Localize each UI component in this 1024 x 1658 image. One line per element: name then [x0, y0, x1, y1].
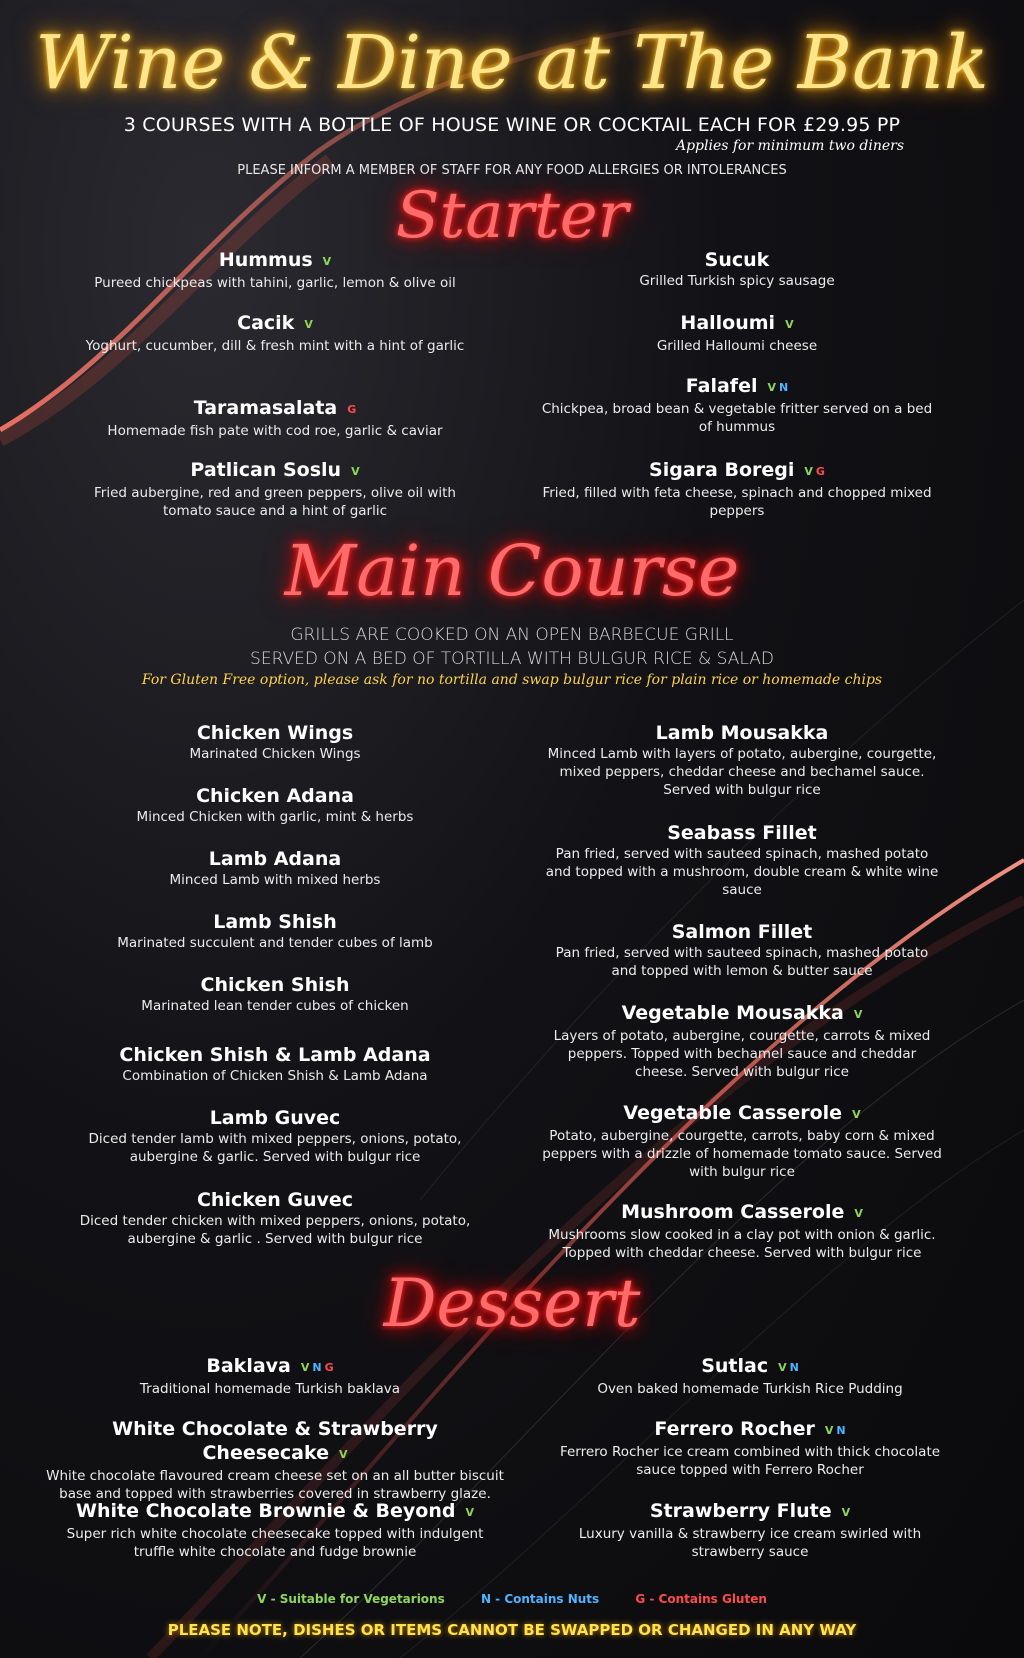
- menu-title: Wine & Dine at The Bank: [35, 20, 989, 106]
- menu-item-description: Pan fried, served with sauteed spinach, mashed potato and topped with lemon & butter sauce: [555, 945, 929, 979]
- menu-item-description: Pureed chickpeas with tahini, garlic, lemon & olive oil: [94, 275, 456, 291]
- menu-item-name: [75, 396, 475, 422]
- dietary-tags: [351, 465, 360, 478]
- menu-item-title: Halloumi: [680, 312, 776, 334]
- dietary-tag-n: N: [836, 1424, 846, 1437]
- menu-item-cacik: [75, 311, 475, 355]
- menu-item-description: Grilled Halloumi cheese: [656, 338, 818, 354]
- menu-item-white-chocolate-strawberry-cheesecake: [45, 1417, 505, 1503]
- menu-item-name: [537, 374, 937, 400]
- menu-item-title: Mushroom Casserole: [621, 1201, 845, 1223]
- menu-item-description: Ferrero Rocher ice cream combined with thick chocolate sauce topped with Ferrero Rocher: [559, 1444, 941, 1478]
- dietary-tag-v: V: [852, 1108, 861, 1121]
- menu-item-name: [542, 920, 942, 944]
- menu-item-name: [75, 248, 475, 274]
- dietary-tags: [852, 1108, 861, 1121]
- menu-item-title: Cacik: [237, 312, 295, 334]
- minimum-diners-note: Applies for minimum two diners: [675, 138, 905, 154]
- dietary-tag-v: V: [351, 465, 360, 478]
- menu-item-title: Vegetable Casserole: [623, 1102, 843, 1124]
- serving-info-line: SERVED ON A BED OF TORTILLA WITH BULGUR RICE & SALAD: [250, 649, 774, 669]
- dietary-tag-v: V: [854, 1207, 863, 1220]
- menu-item-name: [70, 1354, 470, 1380]
- menu-item-ferrero-rocher: [550, 1417, 950, 1479]
- menu-item-chicken-shish-lamb-adana: [75, 1043, 475, 1085]
- menu-item-name: [537, 458, 937, 484]
- menu-item-name: [75, 458, 475, 484]
- menu-item-title: Falafel: [685, 375, 758, 397]
- dietary-tag-g: G: [324, 1361, 334, 1374]
- dietary-tag-n: N: [778, 381, 789, 394]
- menu-item-name: [45, 1499, 505, 1525]
- dietary-tags: [301, 1361, 334, 1374]
- menu-item-description: Diced tender chicken with mixed peppers, onions, potato, aubergine & garlic . Served with bulgur rice: [79, 1213, 471, 1247]
- menu-item-description: White chocolate flavoured cream cheese set on an all butter biscuit base and topped with strawberries covered in strawberry glaze.: [46, 1468, 504, 1502]
- menu-item-name: [550, 1417, 950, 1443]
- dietary-tags: [323, 255, 332, 268]
- dietary-tags: [339, 1448, 348, 1461]
- menu-item-description: Layers of potato, aubergine, courgette, carrots & mixed peppers. Topped with bechamel sauce and cheddar cheese. Served with bulgur rice: [553, 1028, 931, 1080]
- menu-item-title: Lamb Shish: [213, 911, 337, 933]
- menu-item-description: Diced tender lamb with mixed peppers, onions, potato, aubergine & garlic. Served with bulgur rice: [88, 1131, 462, 1165]
- menu-item-lamb-adana: [75, 847, 475, 889]
- menu-item-vegetable-casserole: [542, 1101, 942, 1181]
- allergy-notice: PLEASE INFORM A MEMBER OF STAFF FOR ANY FOOD ALLERGIES OR INTOLERANCES: [237, 163, 787, 178]
- dietary-tag-v: V: [804, 465, 813, 478]
- menu-item-name: [550, 1354, 950, 1380]
- offer-subtitle: 3 COURSES WITH A BOTTLE OF HOUSE WINE OR COCKTAIL EACH FOR £29.95 PP: [123, 114, 901, 136]
- dietary-tag-v: V: [778, 1361, 787, 1374]
- menu-item-vegetable-mousakka: [542, 1001, 942, 1081]
- menu-item-description: Fried aubergine, red and green peppers, olive oil with tomato sauce and a hint of garlic: [94, 485, 456, 519]
- menu-item-title: Sucuk: [704, 249, 770, 271]
- menu-item-description: Luxury vanilla & strawberry ice cream swirled with strawberry sauce: [578, 1526, 922, 1560]
- menu-item-description: Grilled Turkish spicy sausage: [639, 273, 835, 289]
- menu-item-chicken-adana: [75, 784, 475, 826]
- menu-item-name: [537, 248, 937, 272]
- dessert-heading: Dessert: [383, 1265, 641, 1342]
- menu-item-description: Traditional homemade Turkish baklava: [139, 1381, 401, 1397]
- menu-item-title: Chicken Guvec: [196, 1189, 354, 1211]
- menu-item-title: Chicken Shish: [200, 974, 350, 996]
- menu-item-name: [45, 1417, 505, 1467]
- dietary-tags: [778, 1361, 799, 1374]
- menu-item-name: [75, 784, 475, 808]
- menu-item-hummus: [75, 248, 475, 292]
- menu-item-name: [75, 1188, 475, 1212]
- menu-item-description: Homemade fish pate with cod roe, garlic & caviar: [107, 423, 443, 439]
- menu-item-name: [75, 311, 475, 337]
- menu-item-white-chocolate-brownie-beyond: [45, 1499, 505, 1561]
- menu-item-chicken-shish: [75, 973, 475, 1015]
- menu-item-baklava: [70, 1354, 470, 1398]
- menu-item-name: [75, 1043, 475, 1067]
- starter-heading: Starter: [395, 179, 629, 253]
- menu-item-lamb-shish: [75, 910, 475, 952]
- dietary-tags: [304, 318, 313, 331]
- menu-item-title: Patlican Soslu: [190, 459, 342, 481]
- dietary-tag-g: G: [815, 465, 825, 478]
- dietary-tags: [854, 1207, 863, 1220]
- dietary-tag-v: V: [465, 1506, 474, 1519]
- dietary-legend: [0, 1592, 1024, 1606]
- menu-item-patlican-soslu: [75, 458, 475, 520]
- menu-item-name: [542, 821, 942, 845]
- menu-item-name: [75, 910, 475, 934]
- dietary-tag-v: V: [785, 318, 794, 331]
- main-course-heading: Main Course: [284, 530, 740, 612]
- no-swap-notice: PLEASE NOTE, DISHES OR ITEMS CANNOT BE SWAPPED OR CHANGED IN ANY WAY: [167, 1621, 857, 1639]
- menu-item-sucuk: [537, 248, 937, 290]
- dietary-tag-v: V: [300, 1361, 310, 1374]
- menu-item-salmon-fillet: [542, 920, 942, 980]
- menu-item-title: Salmon Fillet: [671, 921, 813, 943]
- dietary-tag-v: V: [304, 318, 313, 331]
- menu-item-title: Vegetable Mousakka: [621, 1002, 844, 1024]
- menu-item-description: Oven baked homemade Turkish Rice Pudding: [597, 1381, 903, 1397]
- legend-vegetarian: V - Suitable for Vegetarions: [257, 1592, 445, 1606]
- menu-item-title: Hummus: [218, 249, 313, 271]
- menu-item-description: Minced Lamb with mixed herbs: [169, 872, 381, 888]
- menu-item-name: [542, 1101, 942, 1127]
- legend-gluten: G - Contains Gluten: [635, 1592, 767, 1606]
- menu-item-description: Super rich white chocolate cheesecake topped with indulgent truffle white chocolate and fudge brownie: [66, 1526, 484, 1560]
- menu-item-title: Strawberry Flute: [649, 1500, 832, 1522]
- menu-item-title: Lamb Mousakka: [655, 722, 829, 744]
- dietary-tags: [804, 465, 825, 478]
- dietary-tags: [465, 1506, 474, 1519]
- menu-item-chicken-wings: [75, 721, 475, 763]
- gluten-free-note: For Gluten Free option, please ask for no tortilla and swap bulgur rice for plain rice or homemade chips: [141, 672, 883, 688]
- menu-item-seabass-fillet: [542, 821, 942, 899]
- menu-item-title: Taramasalata: [193, 397, 338, 419]
- dietary-tag-n: N: [789, 1361, 799, 1374]
- menu-item-name: [75, 973, 475, 997]
- menu-item-description: Fried, filled with feta cheese, spinach and chopped mixed peppers: [542, 485, 932, 519]
- legend-nuts: N - Contains Nuts: [480, 1592, 600, 1606]
- dietary-tag-v: V: [841, 1506, 851, 1519]
- menu-item-title: Chicken Wings: [196, 722, 354, 744]
- dietary-tag-v: V: [322, 255, 332, 268]
- menu-item-name: [75, 721, 475, 745]
- menu-item-name: [75, 1106, 475, 1130]
- menu-item-title: Sutlac: [701, 1355, 769, 1377]
- menu-item-description: Marinated lean tender cubes of chicken: [141, 998, 409, 1014]
- menu-item-title: Seabass Fillet: [667, 822, 817, 844]
- menu-item-title: White Chocolate Brownie & Beyond: [76, 1500, 456, 1522]
- menu-item-description: Marinated Chicken Wings: [189, 746, 361, 762]
- menu-item-title: Baklava: [206, 1355, 291, 1377]
- dietary-tag-v: V: [339, 1448, 348, 1461]
- grill-info-line: GRILLS ARE COOKED ON AN OPEN BARBECUE GRILL: [290, 625, 734, 645]
- menu-item-name: [542, 721, 942, 745]
- menu-item-title: Lamb Adana: [208, 848, 342, 870]
- menu-item-description: Pan fried, served with sauteed spinach, mashed potato and topped with a mushroom, double cream & white wine sauce: [545, 846, 939, 898]
- menu-item-lamb-mousakka: [542, 721, 942, 799]
- menu-item-sutlac: [550, 1354, 950, 1398]
- dietary-tag-v: V: [853, 1008, 863, 1021]
- menu-item-title: Chicken Shish & Lamb Adana: [119, 1044, 431, 1066]
- dietary-tag-v: V: [767, 381, 776, 394]
- menu-item-falafel: [537, 374, 937, 436]
- menu-item-mushroom-casserole: [542, 1200, 942, 1262]
- dietary-tag-g: G: [347, 403, 357, 416]
- menu-item-description: Mushrooms slow cooked in a clay pot with onion & garlic. Topped with cheddar cheese. Served with bulgur rice: [548, 1227, 936, 1261]
- menu-item-title: Chicken Adana: [196, 785, 354, 807]
- dietary-tags: [825, 1424, 846, 1437]
- menu-item-title: Lamb Guvec: [209, 1107, 341, 1129]
- menu-item-title: Ferrero Rocher: [654, 1418, 815, 1440]
- dietary-tags: [767, 381, 788, 394]
- menu-item-sigara-boregi: [537, 458, 937, 520]
- menu-item-name: [542, 1001, 942, 1027]
- menu-item-title: Sigara Boregi: [649, 459, 795, 481]
- dietary-tags: [347, 403, 356, 416]
- menu-item-description: Yoghurt, cucumber, dill & fresh mint with a hint of garlic: [85, 338, 465, 354]
- menu-item-title: White Chocolate & Strawberry Cheesecake: [112, 1418, 438, 1464]
- dietary-tag-n: N: [312, 1361, 322, 1374]
- menu-item-description: Minced Chicken with garlic, mint & herbs: [136, 809, 414, 825]
- dietary-tags: [854, 1008, 863, 1021]
- menu-item-description: Potato, aubergine, courgette, carrots, baby corn & mixed peppers with a drizzle of homemade tomato sauce. Served with bulgur rice: [542, 1128, 942, 1180]
- menu-item-name: [550, 1499, 950, 1525]
- menu-item-chicken-guvec: [75, 1188, 475, 1248]
- menu-item-description: Combination of Chicken Shish & Lamb Adana: [122, 1068, 428, 1084]
- menu-item-description: Marinated succulent and tender cubes of lamb: [117, 935, 433, 951]
- dietary-tags: [785, 318, 794, 331]
- menu-item-name: [75, 847, 475, 871]
- menu-item-name: [537, 311, 937, 337]
- dietary-tag-v: V: [824, 1424, 834, 1437]
- menu-item-description: Chickpea, broad bean & vegetable fritter served on a bed of hummus: [541, 401, 933, 435]
- menu-item-lamb-guvec: [75, 1106, 475, 1166]
- menu-item-strawberry-flute: [550, 1499, 950, 1561]
- dietary-tags: [842, 1506, 851, 1519]
- menu-item-halloumi: [537, 311, 937, 355]
- menu-item-name: [542, 1200, 942, 1226]
- menu-item-taramasalata: [75, 396, 475, 440]
- menu-item-description: Minced Lamb with layers of potato, aubergine, courgette, mixed peppers, cheddar cheese and bechamel sauce. Served with bulgur rice: [547, 746, 937, 798]
